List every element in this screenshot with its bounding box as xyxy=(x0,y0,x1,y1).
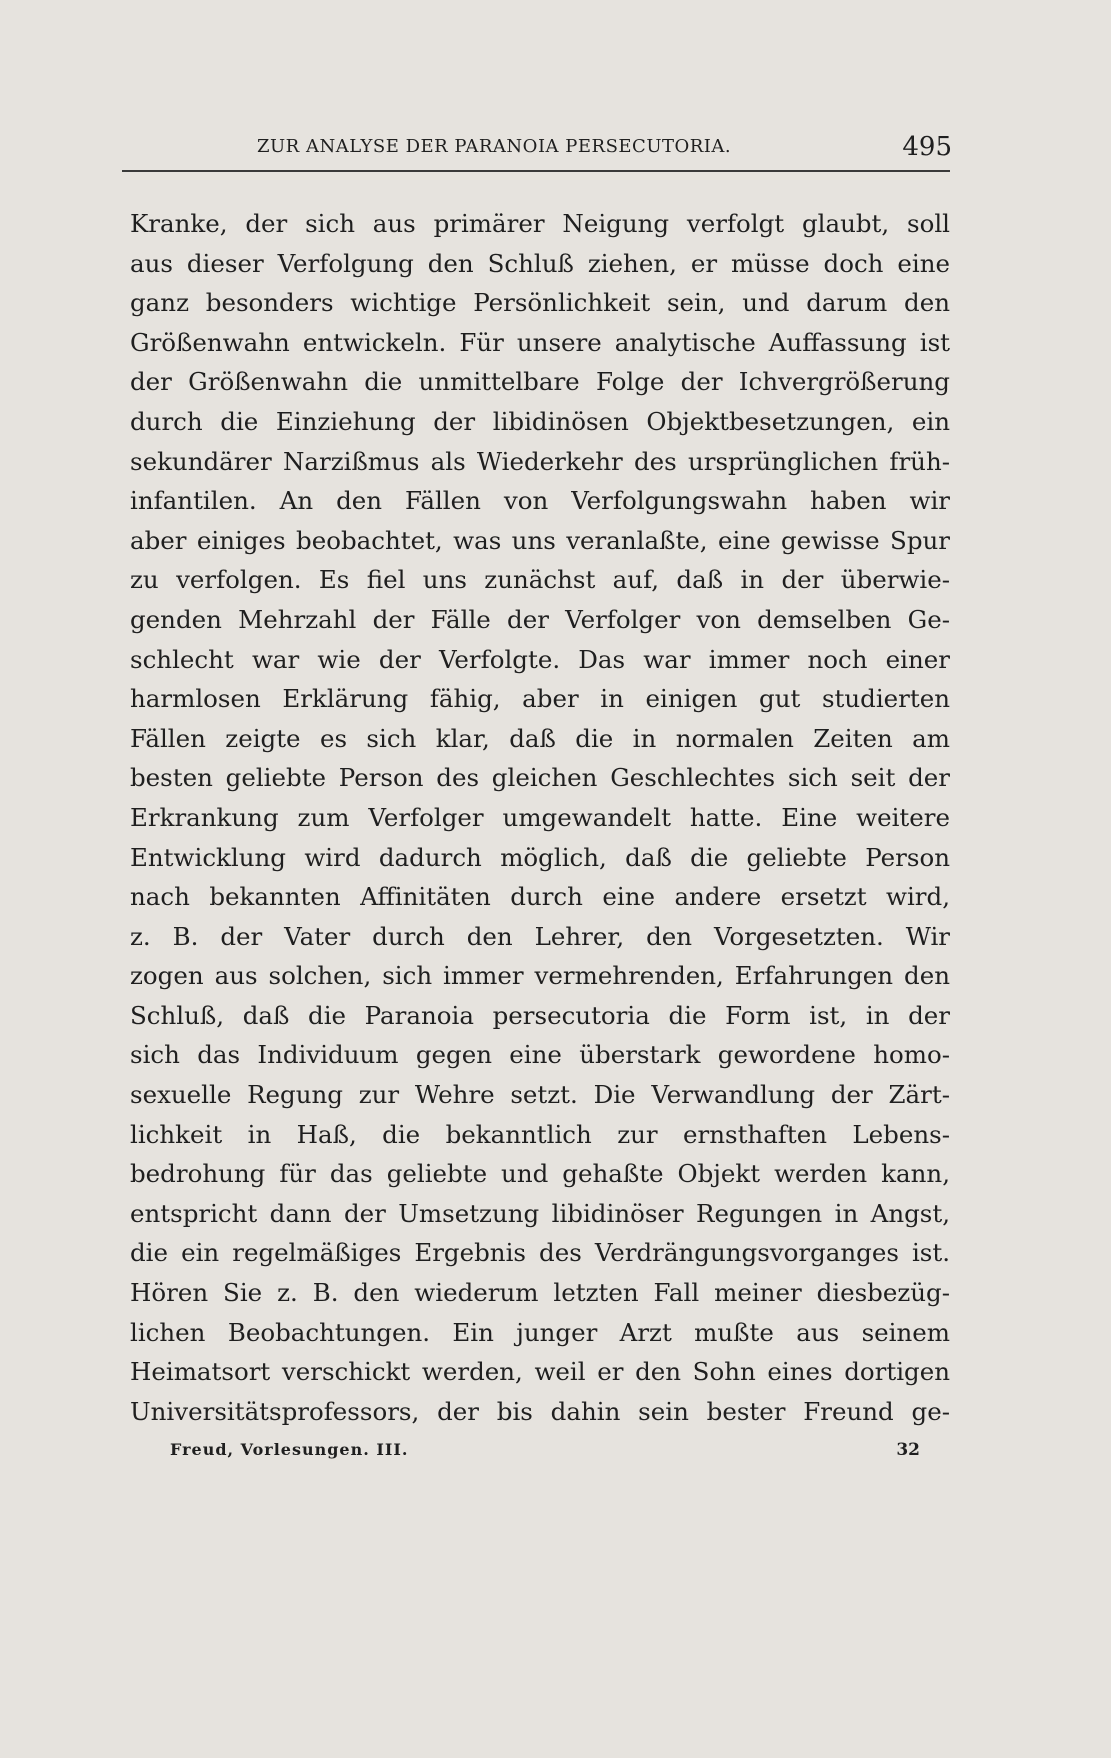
text-line: sexuelle Regung zur Wehre setzt. Die Verwandlung der Zärt- xyxy=(130,1080,950,1110)
text-line: besten geliebte Person des gleichen Geschlechtes sich seit der xyxy=(130,763,950,793)
text-line: entspricht dann der Umsetzung libidinöser Regungen in Angst, xyxy=(130,1198,950,1228)
text-line: Schluß, daß die Paranoia persecutoria die Form ist, in der xyxy=(130,1000,950,1030)
text-line: Fällen zeigte es sich klar, daß die in normalen Zeiten am xyxy=(130,723,950,753)
text-line: zu verfolgen. Es fiel uns zunächst auf, daß in der überwie- xyxy=(130,565,950,595)
text-line: Größenwahn entwickeln. Für unsere analytische Auffassung ist xyxy=(130,327,950,357)
text-line: Heimatsort verschickt werden, weil er den Sohn eines dortigen xyxy=(130,1357,950,1387)
text-line: sekundärer Narzißmus als Wiederkehr des ursprünglichen früh- xyxy=(130,446,950,476)
text-line: Entwicklung wird dadurch möglich, daß die geliebte Person xyxy=(130,842,950,872)
signature-mark: Freud, Vorlesungen. III. xyxy=(170,1440,409,1459)
text-line: harmlosen Erklärung fähig, aber in einigen gut studierten xyxy=(130,684,950,714)
page-number: 495 xyxy=(902,132,952,162)
text-line: der Größenwahn die unmittelbare Folge der Ichvergrößerung xyxy=(130,367,950,397)
text-line: die ein regelmäßiges Ergebnis des Verdrängungsvorganges ist. xyxy=(130,1238,950,1268)
text-line: Hören Sie z. B. den wiederum letzten Fall meiner diesbezüg- xyxy=(130,1278,950,1308)
page-footer xyxy=(170,1440,950,1468)
text-line: genden Mehrzahl der Fälle der Verfolger von demselben Ge- xyxy=(130,604,950,634)
text-line: nach bekannten Affinitäten durch eine andere ersetzt wird, xyxy=(130,882,950,912)
text-line: Erkrankung zum Verfolger umgewandelt hatte. Eine weitere xyxy=(130,802,950,832)
page-header xyxy=(122,132,952,168)
text-line: durch die Einziehung der libidinösen Objektbesetzungen, ein xyxy=(130,406,950,436)
header-rule xyxy=(122,170,950,172)
sheet-number: 32 xyxy=(896,1440,920,1460)
text-line: lichkeit in Haß, die bekanntlich zur ernsthaften Lebens- xyxy=(130,1119,950,1149)
text-line: aber einiges beobachtet, was uns veranlaßte, eine gewisse Spur xyxy=(130,525,950,555)
text-line: ganz besonders wichtige Persönlichkeit sein, und darum den xyxy=(130,288,950,318)
text-line: bedrohung für das geliebte und gehaßte Objekt werden kann, xyxy=(130,1159,950,1189)
text-line: z. B. der Vater durch den Lehrer, den Vorgesetzten. Wir xyxy=(130,921,950,951)
running-title: ZUR ANALYSE DER PARANOIA PERSECUTORIA. xyxy=(257,136,732,157)
text-line: sich das Individuum gegen eine überstark gewordene homo- xyxy=(130,1040,950,1070)
text-line: aus dieser Verfolgung den Schluß ziehen, er müsse doch eine xyxy=(130,248,950,278)
text-line: schlecht war wie der Verfolgte. Das war immer noch einer xyxy=(130,644,950,674)
body-text xyxy=(130,204,950,1431)
text-line: infantilen. An den Fällen von Verfolgungswahn haben wir xyxy=(130,486,950,516)
text-line: lichen Beobachtungen. Ein junger Arzt mußte aus seinem xyxy=(130,1317,950,1347)
text-line: Universitätsprofessors, der bis dahin sein bester Freund ge- xyxy=(130,1396,950,1426)
text-line: zogen aus solchen, sich immer vermehrenden, Erfahrungen den xyxy=(130,961,950,991)
text-line: Kranke, der sich aus primärer Neigung verfolgt glaubt, soll xyxy=(130,209,950,238)
